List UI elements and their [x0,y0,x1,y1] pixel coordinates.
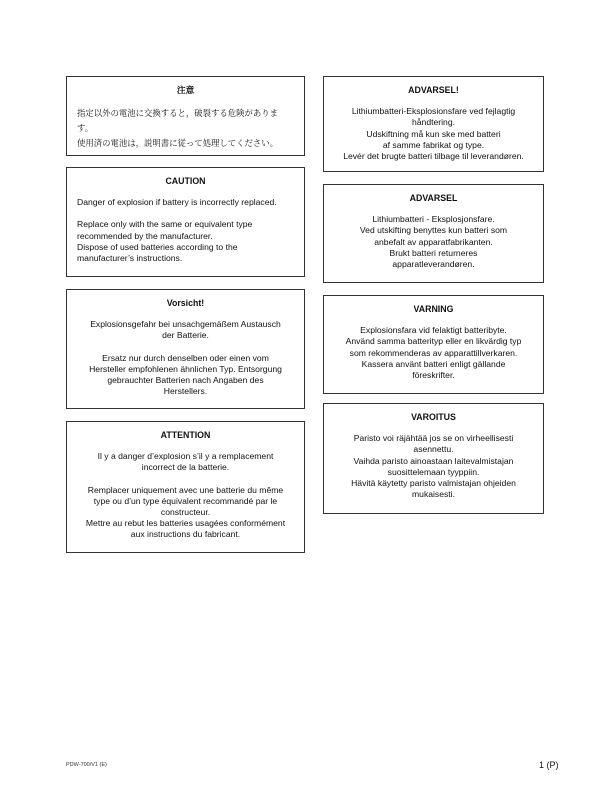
english-caution-box [66,167,305,277]
finnish-caution-box [323,403,544,514]
english-caution-text-2: Replace only with the same or equivalent type recommended by the manufacturer. Dispose of used batteries according to the manufacturer’s instructions. [77,219,253,264]
danish-caution-box [323,76,544,172]
french-caution-title: ATTENTION [160,430,211,440]
norwegian-caution-text: Lithiumbatteri - Eksplosjonsfare. Ved utskifting benyttes kun batteri som anbefalt av apparatfabrikanten. Brukt batteri returneres apparatleverandøren. [359,214,508,270]
german-caution-title: Vorsicht! [166,298,205,308]
model-number: PDW-700/V1 (E) [66,762,107,768]
finnish-caution-text: Paristo voi räjähtää jos se on virheellisesti asennettu. Vaihda paristo ainoastaan laitevalmistajan suosittelemaan tyyppiin. Hävitä käytetty paristo valmistajan ohjeiden mukaisesti. [351,433,516,500]
german-caution-text-2: Ersatz nur durch denselben oder einen vom Hersteller empfohlenen ähnlichen Typ. Entsorgung gebrauchter Batterien nach Angaben des Herstellers. [89,352,282,397]
french-caution-text-2: Remplacer uniquement avec une batterie du même type ou d’un type équivalent recommandé par le constructeur. Mettre au rebut les batteries usagées conformément aux instructions du fabricant. [85,484,286,540]
french-caution-box [66,421,305,553]
japanese-caution-box [66,76,305,156]
norwegian-caution-title: ADVARSEL [409,193,458,203]
finnish-caution-title: VAROITUS [411,412,456,422]
swedish-caution-title: VARNING [413,304,454,314]
japanese-caution-text-1: 指定以外の電池に交換すると，破裂する危険がありま す。 [77,108,278,134]
norwegian-caution-box [323,184,544,283]
danish-caution-title: ADVARSEL! [408,85,459,95]
german-caution-text-1: Explosionsgefahr bei unsachgemäßem Austausch der Batterie. [90,319,281,341]
german-caution-box [66,289,305,409]
english-caution-title: CAUTION [165,176,206,186]
swedish-caution-box [323,295,544,394]
french-caution-text-1: Il y a danger d’explosion s’il y a remplacement incorrect de la batterie. [97,451,274,473]
swedish-caution-text: Explosionsfara vid felaktigt batteribyte. Använd samma batterityp eller en likvärdig typ som rekommenderas av apparattillverkaren. Kassera använt batteri enligt gällande föreskrifter. [345,325,522,381]
page-number: 1 (P) [539,760,559,770]
japanese-caution-text-2: 使用済の電池は，説明書に従って処理してください。 [77,138,278,149]
english-caution-text-1: Danger of explosion if battery is incorrectly replaced. [77,197,277,208]
danish-caution-text: Lithiumbatteri-Eksplosionsfare ved fejlagtig håndtering. Udskiftning må kun ske med batteri af samme fabrikat og type. Levér det brugte batteri tilbage til leverandøren. [343,106,524,162]
japanese-caution-title: 注意 [176,85,195,95]
